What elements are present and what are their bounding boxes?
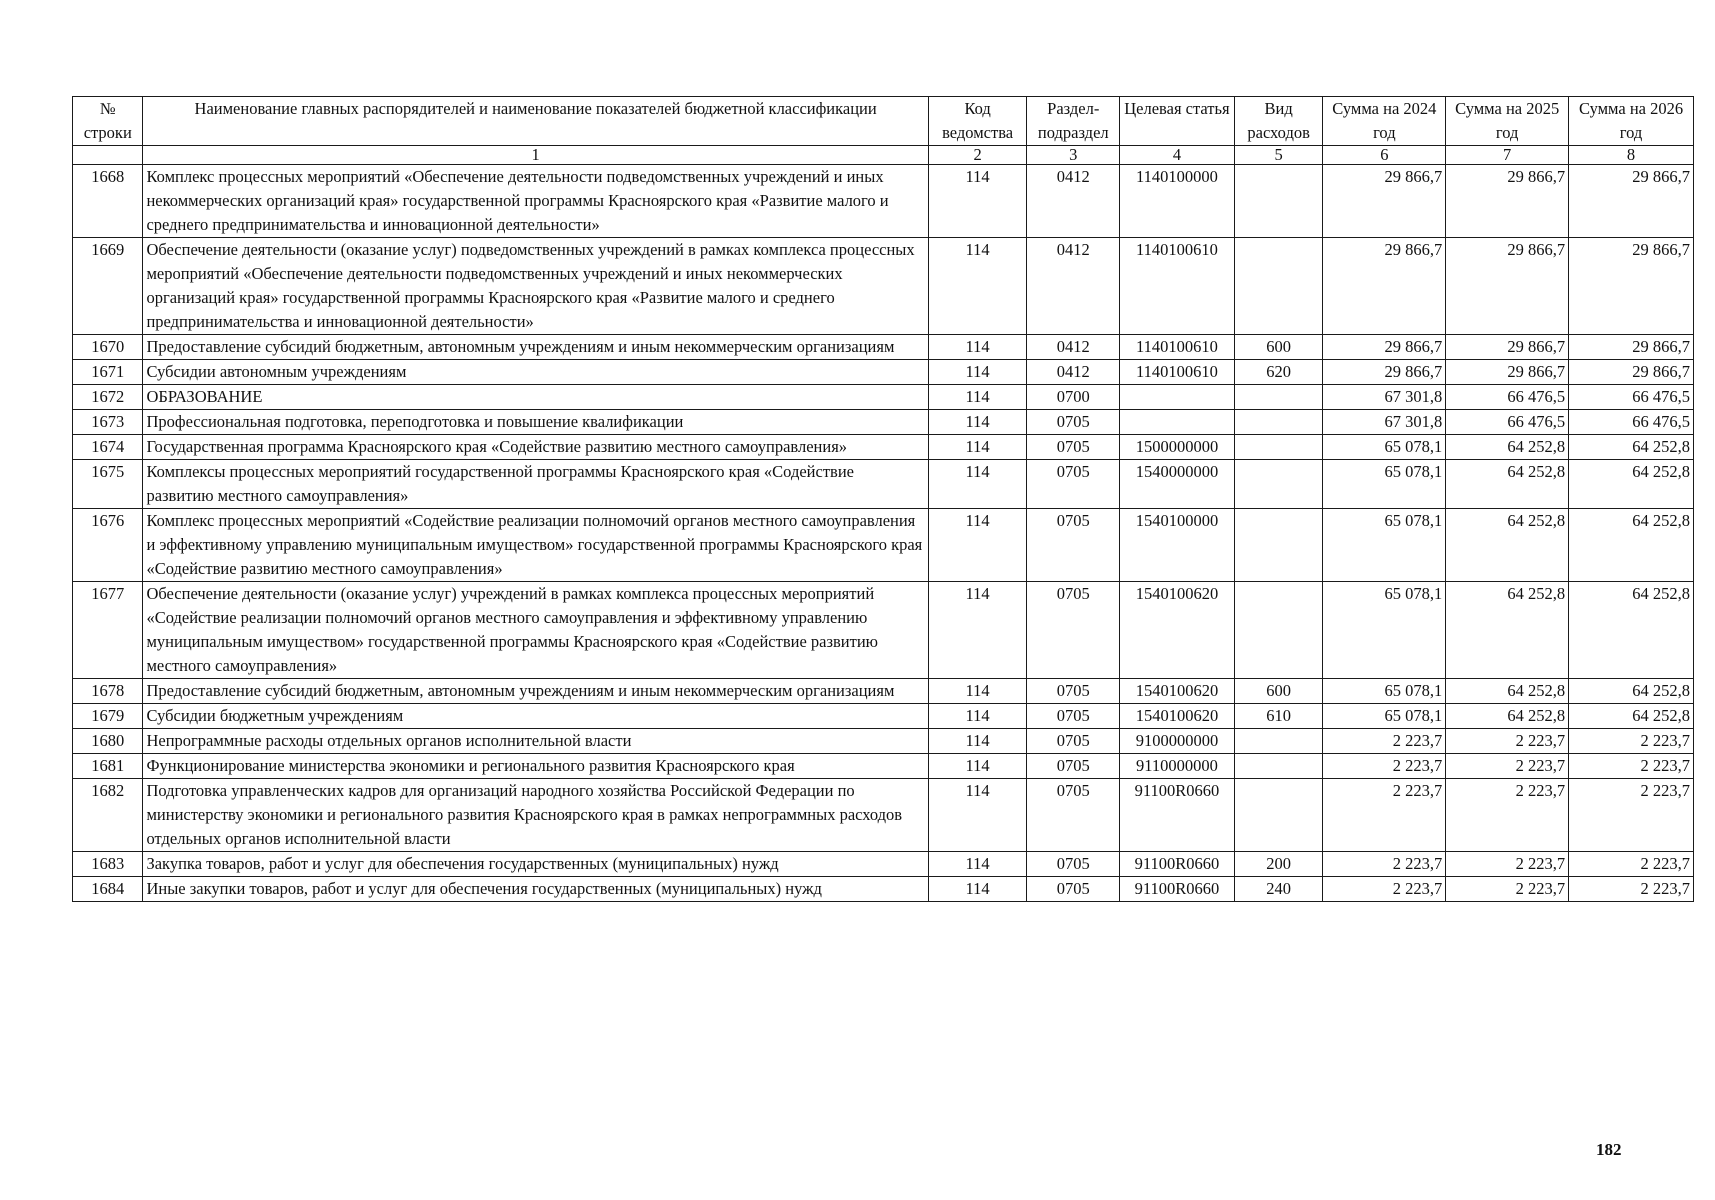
row-target-article: 1140100610 [1120,238,1235,335]
row-sum-2025: 2 223,7 [1446,754,1569,779]
row-dept-code: 114 [928,729,1027,754]
table-row [73,852,1694,877]
row-section: 0412 [1027,360,1120,385]
row-expense-type: 600 [1234,335,1323,360]
row-sum-2024: 2 223,7 [1323,877,1446,902]
row-name: Закупка товаров, работ и услуг для обеспечения государственных (муниципальных) нужд [143,852,928,877]
row-target-article: 91100R0660 [1120,877,1235,902]
row-section: 0705 [1027,779,1120,852]
table-row [73,238,1694,335]
row-dept-code: 114 [928,779,1027,852]
row-target-article: 91100R0660 [1120,779,1235,852]
row-sum-2025: 64 252,8 [1446,679,1569,704]
row-section: 0705 [1027,704,1120,729]
row-name: Профессиональная подготовка, переподготовка и повышение квалификации [143,410,928,435]
row-sum-2025: 64 252,8 [1446,582,1569,679]
row-name: Субсидии бюджетным учреждениям [143,704,928,729]
row-section: 0412 [1027,238,1120,335]
row-dept-code: 114 [928,385,1027,410]
row-section: 0705 [1027,729,1120,754]
row-name: ОБРАЗОВАНИЕ [143,385,928,410]
row-name: Предоставление субсидий бюджетным, автономным учреждениям и иным некоммерческим организациям [143,335,928,360]
row-section: 0705 [1027,460,1120,509]
row-number: 1683 [73,852,143,877]
row-sum-2024: 2 223,7 [1323,852,1446,877]
header-sum-2025: Сумма на 2025 год [1446,97,1569,146]
row-target-article: 9100000000 [1120,729,1235,754]
row-sum-2026: 64 252,8 [1569,679,1694,704]
row-dept-code: 114 [928,435,1027,460]
row-expense-type [1234,582,1323,679]
row-name: Предоставление субсидий бюджетным, автономным учреждениям и иным некоммерческим организациям [143,679,928,704]
row-target-article: 1140100610 [1120,360,1235,385]
row-sum-2026: 64 252,8 [1569,582,1694,679]
row-dept-code: 114 [928,335,1027,360]
row-target-article: 1540100620 [1120,679,1235,704]
row-target-article: 1540100620 [1120,582,1235,679]
row-dept-code: 114 [928,509,1027,582]
row-target-article: 1500000000 [1120,435,1235,460]
row-expense-type [1234,754,1323,779]
row-number: 1671 [73,360,143,385]
header-section: Раздел-подраздел [1027,97,1120,146]
row-sum-2026: 64 252,8 [1569,509,1694,582]
column-number: 7 [1446,146,1569,165]
row-name: Комплексы процессных мероприятий государственной программы Красноярского края «Содействие развитию местного самоуправления» [143,460,928,509]
row-sum-2024: 65 078,1 [1323,704,1446,729]
table-row [73,410,1694,435]
row-sum-2024: 65 078,1 [1323,582,1446,679]
row-expense-type [1234,410,1323,435]
row-section: 0705 [1027,679,1120,704]
table-row [73,360,1694,385]
header-name: Наименование главных распорядителей и наименование показателей бюджетной классификации [143,97,928,146]
row-number: 1674 [73,435,143,460]
row-expense-type [1234,165,1323,238]
row-number: 1672 [73,385,143,410]
row-section: 0705 [1027,754,1120,779]
row-number: 1680 [73,729,143,754]
row-expense-type [1234,460,1323,509]
page-number: 182 [1596,1140,1622,1159]
row-sum-2024: 29 866,7 [1323,360,1446,385]
table-row [73,754,1694,779]
row-name: Иные закупки товаров, работ и услуг для обеспечения государственных (муниципальных) нужд [143,877,928,902]
budget-table [72,96,1694,902]
row-name: Комплекс процессных мероприятий «Обеспечение деятельности подведомственных учреждений и иных некоммерческих организаций края» государственной программы Красноярского края «Развитие малого и среднего предпринимательства и инновационной деятельности» [143,165,928,238]
row-sum-2025: 64 252,8 [1446,704,1569,729]
row-target-article [1120,385,1235,410]
row-expense-type: 610 [1234,704,1323,729]
row-name: Непрограммные расходы отдельных органов исполнительной власти [143,729,928,754]
row-expense-type [1234,435,1323,460]
row-sum-2026: 2 223,7 [1569,729,1694,754]
row-expense-type: 200 [1234,852,1323,877]
row-name: Государственная программа Красноярского края «Содействие развитию местного самоуправления» [143,435,928,460]
table-row [73,779,1694,852]
row-number: 1682 [73,779,143,852]
row-number: 1675 [73,460,143,509]
row-sum-2025: 64 252,8 [1446,460,1569,509]
column-number: 8 [1569,146,1694,165]
row-sum-2026: 29 866,7 [1569,360,1694,385]
row-sum-2026: 29 866,7 [1569,335,1694,360]
row-number: 1673 [73,410,143,435]
table-row [73,509,1694,582]
row-number: 1679 [73,704,143,729]
row-sum-2025: 2 223,7 [1446,852,1569,877]
row-number: 1677 [73,582,143,679]
column-number: 5 [1234,146,1323,165]
table-row [73,704,1694,729]
row-sum-2024: 29 866,7 [1323,335,1446,360]
row-dept-code: 114 [928,877,1027,902]
row-number: 1668 [73,165,143,238]
row-name: Функционирование министерства экономики и регионального развития Красноярского края [143,754,928,779]
row-sum-2026: 64 252,8 [1569,704,1694,729]
row-sum-2024: 67 301,8 [1323,410,1446,435]
row-sum-2026: 64 252,8 [1569,460,1694,509]
header-row-no: № строки [73,97,143,146]
row-expense-type [1234,729,1323,754]
header-sum-2024: Сумма на 2024 год [1323,97,1446,146]
row-sum-2025: 64 252,8 [1446,509,1569,582]
row-expense-type [1234,238,1323,335]
column-number: 6 [1323,146,1446,165]
row-sum-2025: 29 866,7 [1446,335,1569,360]
row-dept-code: 114 [928,679,1027,704]
row-sum-2024: 29 866,7 [1323,165,1446,238]
row-target-article: 9110000000 [1120,754,1235,779]
row-sum-2024: 29 866,7 [1323,238,1446,335]
row-sum-2026: 29 866,7 [1569,238,1694,335]
column-number: 1 [143,146,928,165]
row-sum-2026: 2 223,7 [1569,754,1694,779]
column-number-row [73,146,1694,165]
row-section: 0412 [1027,335,1120,360]
row-section: 0705 [1027,435,1120,460]
row-sum-2025: 66 476,5 [1446,410,1569,435]
row-dept-code: 114 [928,165,1027,238]
row-sum-2024: 65 078,1 [1323,435,1446,460]
table-row [73,385,1694,410]
row-number: 1676 [73,509,143,582]
table-row [73,877,1694,902]
row-target-article: 1140100000 [1120,165,1235,238]
row-expense-type [1234,779,1323,852]
row-sum-2025: 2 223,7 [1446,729,1569,754]
row-target-article: 91100R0660 [1120,852,1235,877]
row-section: 0412 [1027,165,1120,238]
row-sum-2026: 29 866,7 [1569,165,1694,238]
column-number [73,146,143,165]
row-target-article: 1540100620 [1120,704,1235,729]
row-number: 1669 [73,238,143,335]
row-sum-2024: 65 078,1 [1323,509,1446,582]
row-sum-2025: 2 223,7 [1446,877,1569,902]
table-row [73,729,1694,754]
table-row [73,460,1694,509]
row-sum-2025: 66 476,5 [1446,385,1569,410]
row-target-article: 1140100610 [1120,335,1235,360]
table-row [73,435,1694,460]
row-dept-code: 114 [928,410,1027,435]
row-name: Обеспечение деятельности (оказание услуг) учреждений в рамках комплекса процессных мероприятий «Содействие реализации полномочий органов местного самоуправления и эффективному управлению муниципальным имуществом» государственной программы Красноярского края «Содействие развитию местного самоуправления» [143,582,928,679]
row-sum-2026: 66 476,5 [1569,410,1694,435]
row-name: Подготовка управленческих кадров для организаций народного хозяйства Российской Федерации по министерству экономики и регионального развития Красноярского края в рамках непрограммных расходов отдельных органов исполнительной власти [143,779,928,852]
row-sum-2024: 2 223,7 [1323,754,1446,779]
row-expense-type: 620 [1234,360,1323,385]
row-number: 1681 [73,754,143,779]
row-target-article: 1540100000 [1120,509,1235,582]
row-sum-2024: 67 301,8 [1323,385,1446,410]
header-dept-code: Код ведомства [928,97,1027,146]
header-sum-2026: Сумма на 2026 год [1569,97,1694,146]
row-sum-2024: 2 223,7 [1323,729,1446,754]
row-dept-code: 114 [928,238,1027,335]
table-row [73,165,1694,238]
column-number: 2 [928,146,1027,165]
row-section: 0705 [1027,877,1120,902]
row-sum-2025: 29 866,7 [1446,360,1569,385]
row-number: 1684 [73,877,143,902]
row-sum-2024: 2 223,7 [1323,779,1446,852]
row-sum-2026: 2 223,7 [1569,852,1694,877]
row-section: 0705 [1027,509,1120,582]
row-dept-code: 114 [928,360,1027,385]
row-section: 0705 [1027,410,1120,435]
column-number: 4 [1120,146,1235,165]
row-expense-type: 240 [1234,877,1323,902]
row-sum-2026: 66 476,5 [1569,385,1694,410]
row-sum-2026: 2 223,7 [1569,877,1694,902]
row-number: 1678 [73,679,143,704]
table-row [73,582,1694,679]
row-dept-code: 114 [928,754,1027,779]
row-sum-2025: 64 252,8 [1446,435,1569,460]
row-sum-2025: 29 866,7 [1446,238,1569,335]
row-sum-2026: 64 252,8 [1569,435,1694,460]
column-number: 3 [1027,146,1120,165]
row-name: Обеспечение деятельности (оказание услуг) подведомственных учреждений в рамках комплекса процессных мероприятий «Обеспечение деятельности подведомственных учреждений и иных некоммерческих организаций края» государственной программы Красноярского края «Развитие малого и среднего предпринимательства и инновационной деятельности» [143,238,928,335]
row-name: Комплекс процессных мероприятий «Содействие реализации полномочий органов местного самоуправления и эффективному управлению муниципальным имуществом» государственной программы Красноярского края «Содействие развитию местного самоуправления» [143,509,928,582]
row-dept-code: 114 [928,704,1027,729]
row-target-article: 1540000000 [1120,460,1235,509]
row-sum-2025: 2 223,7 [1446,779,1569,852]
row-expense-type [1234,385,1323,410]
row-sum-2024: 65 078,1 [1323,679,1446,704]
row-section: 0705 [1027,582,1120,679]
table-row [73,679,1694,704]
row-sum-2024: 65 078,1 [1323,460,1446,509]
row-dept-code: 114 [928,852,1027,877]
table-row [73,335,1694,360]
header-target-article: Целевая статья [1120,97,1235,146]
row-dept-code: 114 [928,582,1027,679]
row-sum-2025: 29 866,7 [1446,165,1569,238]
row-target-article [1120,410,1235,435]
header-expense-type: Вид расходов [1234,97,1323,146]
row-expense-type: 600 [1234,679,1323,704]
row-section: 0700 [1027,385,1120,410]
row-sum-2026: 2 223,7 [1569,779,1694,852]
row-section: 0705 [1027,852,1120,877]
row-dept-code: 114 [928,460,1027,509]
header-row [73,97,1694,146]
row-expense-type [1234,509,1323,582]
row-name: Субсидии автономным учреждениям [143,360,928,385]
row-number: 1670 [73,335,143,360]
